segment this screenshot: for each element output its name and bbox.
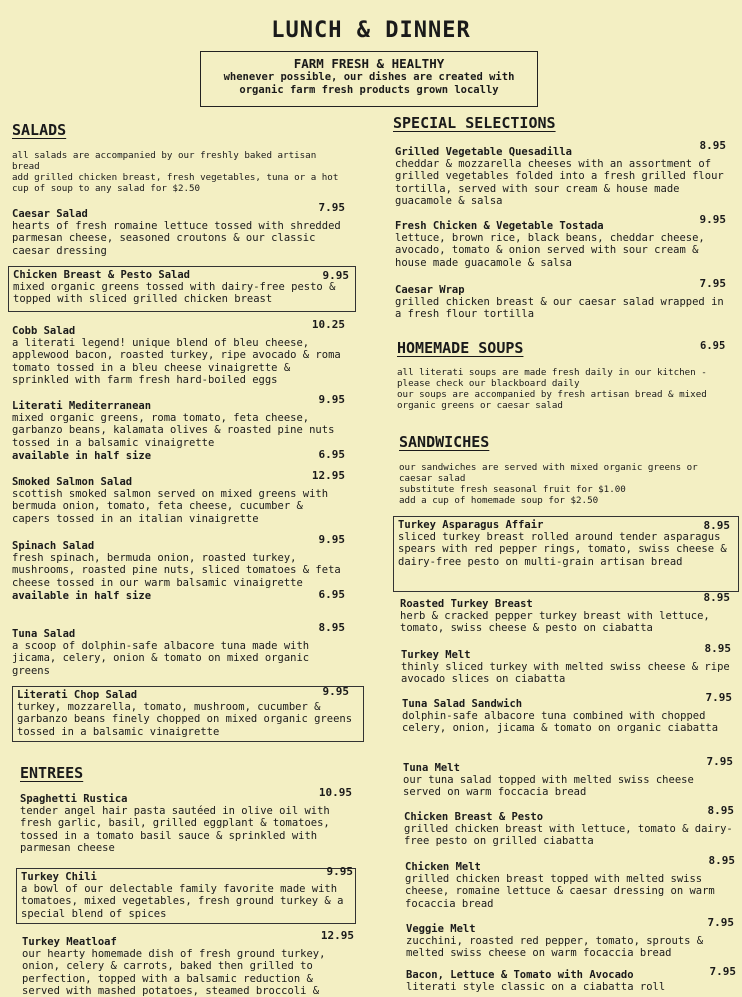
item-desc: dolphin-safe albacore tuna combined with chopped celery, onion, jicama & tomato on organic ciabatta [402,710,719,735]
menu-item-boxed [393,516,739,592]
item-price: 12.95 [311,469,345,482]
item-price: 8.95 [699,139,726,152]
menu-item [402,691,734,735]
item-name: Veggie Melt [406,923,476,935]
menu-item [404,804,736,848]
menu-item-boxed [12,686,364,742]
menu-item [12,393,347,463]
intro-box [200,51,538,107]
item-price: 12.95 [320,929,354,942]
item-price: 9.95 [326,865,353,878]
item-name: Spaghetti Rustica [20,793,128,805]
item-price: 8.95 [704,642,731,655]
item-name: Turkey Meatloaf [22,936,117,948]
menu-item-boxed [16,865,356,924]
item-name: Tuna Salad [12,628,76,640]
item-price: 9.95 [322,685,349,698]
sandwiches-note: our sandwiches are served with mixed organic greens or caesar salad [399,462,698,484]
item-desc: scottish smoked salmon served on mixed greens with bermuda onion, tomato, feta cheese, cucumber & capers tossed in an italian vinaigrette [12,488,329,525]
intro-line-2: organic farm fresh products grown locally [239,84,499,96]
item-name: Chicken Melt [405,861,481,873]
salads-title: SALADS [12,121,67,139]
item-name: Caesar Salad [12,208,88,220]
item-price: 7.95 [318,201,345,214]
menu-item [405,854,737,910]
item-desc: lettuce, brown rice, black beans, cheddar cheese, avocado, tomato & onion served with sour cream & house made guacamole & salsa [395,232,705,269]
item-desc: a literati legend! unique blend of bleu cheese, applewood bacon, roasted turkey, ripe avocado & roma tomato tossed in a bleu cheese vinaigrette & sprinkled with farm fresh hard-boiled eggs [12,337,341,386]
item-price: 8.95 [318,621,345,634]
menu-item [20,786,352,854]
half-size-note: available in half size [12,589,152,602]
menu-item [403,755,735,799]
item-name: Spinach Salad [12,540,95,552]
item-desc: grilled chicken breast & our caesar salad wrapped in a fresh flour tortilla [395,296,724,321]
item-name: Fresh Chicken & Vegetable Tostada [395,220,604,232]
soups-note: all literati soups are made fresh daily in our kitchen - please check our blackboard daily [397,367,707,389]
item-desc: sliced turkey breast rolled around tender asparagus spears with red pepper rings, tomato, swiss cheese & dairy-free pesto on multi-grain artisan bread [398,531,727,568]
item-name: Chicken Breast & Pesto Salad [13,269,191,281]
menu-item [12,469,347,525]
special-title: SPECIAL SELECTIONS [393,114,556,132]
item-desc: herb & cracked pepper turkey breast with lettuce, tomato, swiss cheese & pesto on ciabatta [400,610,710,635]
item-name: Cobb Salad [12,325,76,337]
menu-item [395,213,728,269]
item-desc: mixed organic greens tossed with dairy-free pesto & topped with sliced grilled chicken breast [13,281,336,306]
salads-note: all salads are accompanied by our freshly baked artisan bread [12,150,317,172]
item-desc: hearts of fresh romaine lettuce tossed with shredded parmesan cheese, seasoned croutons & our classic caesar dressing [12,220,341,257]
item-name: Grilled Vegetable Quesadilla [395,146,573,158]
item-price: 7.95 [705,691,732,704]
item-desc: fresh spinach, bermuda onion, roasted turkey, mushrooms, roasted pine nuts, sliced tomatoes & feta cheese tossed in our warm balsamic vinaigrette [12,552,341,589]
half-size-note: available in half size [12,449,152,462]
item-desc: mixed organic greens, roma tomato, feta cheese, garbanzo beans, kalamata olives & roasted pine nuts tossed in a balsamic vinaigrette [12,412,335,449]
item-price: 9.95 [318,533,345,546]
item-price: 7.95 [707,916,734,929]
item-price: 10.95 [318,786,352,799]
item-name: Roasted Turkey Breast [400,598,533,610]
menu-item-boxed [8,266,356,312]
sandwiches-title: SANDWICHES [399,433,490,451]
item-price: 7.95 [699,277,726,290]
item-name: Bacon, Lettuce & Tomato with Avocado [406,969,634,981]
half-size-price: 6.95 [318,447,345,461]
item-price: 7.95 [709,965,736,978]
item-price: 10.25 [311,318,345,331]
soups-title: HOMEMADE SOUPS [397,339,524,357]
item-name: Chicken Breast & Pesto [404,811,544,823]
item-desc: a bowl of our delectable family favorite made with tomatoes, mixed vegetables, fresh ground turkey & a special blend of spices [21,883,344,920]
half-size-price: 6.95 [318,587,345,601]
item-desc: a scoop of dolphin-safe albacore tuna made with jicama, celery, onion & tomato on mixed organic greens [12,640,310,677]
menu-item [12,621,347,677]
item-price: 9.95 [322,269,349,282]
item-desc: grilled chicken breast with lettuce, tomato & dairy-free pesto on grilled ciabatta [404,823,733,848]
sandwiches-note: add a cup of homemade soup for $2.50 [399,495,599,506]
menu-item [12,318,347,386]
item-name: Turkey Melt [401,649,471,661]
menu-item [395,139,728,207]
item-price: 8.95 [703,591,730,604]
item-price: 9.95 [699,213,726,226]
sandwiches-note: substitute fresh seasonal fruit for $1.00 [399,484,626,495]
item-desc: grilled chicken breast topped with melted swiss cheese, romaine lettuce & caesar dressing on warm focaccia bread [405,873,715,910]
item-price: 7.95 [706,755,733,768]
entrees-title: ENTREES [20,764,84,782]
menu-item [12,201,347,257]
item-name: Literati Mediterranean [12,400,152,412]
item-desc: cheddar & mozzarella cheeses with an assortment of grilled vegetables folded into a fresh grilled flour tortilla, served with sour cream & house made guacamole & salsa [395,158,724,207]
item-desc: tender angel hair pasta sautéed in olive oil with fresh garlic, basil, grilled eggplant & tomatoes, tossed in a tomato basil sauce & sprinkled with parmesan cheese [20,805,330,854]
item-desc: turkey, mozzarella, tomato, mushroom, cucumber & garbanzo beans finely chopped on mixed organic greens tossed in a balsamic vinaigrette [17,701,353,738]
menu-item [395,277,728,321]
page-title: LUNCH & DINNER [271,18,471,43]
salads-note: add grilled chicken breast, fresh vegetables, tuna or a hot cup of soup to any salad for $2.50 [12,172,339,194]
soups-note: our soups are accompanied by fresh artisan bread & mixed organic greens or caesar salad [397,389,707,411]
menu-item [22,929,354,997]
item-name: Turkey Chili [21,871,97,883]
item-desc: thinly sliced turkey with melted swiss cheese & ripe avocado slices on ciabatta [401,661,730,686]
item-name: Turkey Asparagus Affair [398,519,544,531]
item-price: 8.95 [707,804,734,817]
item-name: Tuna Salad Sandwich [402,698,523,710]
intro-heading: FARM FRESH & HEALTHY [293,56,445,71]
item-desc: literati style classic on a ciabatta roll [406,981,666,993]
intro-line-1: whenever possible, our dishes are created with [223,71,515,83]
item-price: 9.95 [318,393,345,406]
soups-price: 6.95 [700,340,726,352]
item-desc: our tuna salad topped with melted swiss cheese served on warm foccacia bread [403,774,694,799]
item-price: 8.95 [703,519,730,532]
item-name: Smoked Salmon Salad [12,476,133,488]
item-price: 8.95 [708,854,735,867]
menu-item [406,916,736,960]
item-desc: zucchini, roasted red pepper, tomato, sprouts & melted swiss cheese on warm focaccia bread [406,935,704,960]
menu-item [400,591,732,635]
item-name: Tuna Melt [403,762,460,774]
menu-item [12,533,347,603]
item-name: Caesar Wrap [395,284,465,296]
menu-item [401,642,733,686]
item-name: Literati Chop Salad [17,689,138,701]
item-desc: our hearty homemade dish of fresh ground turkey, onion, celery & carrots, baked then grilled to perfection, topped with a balsamic reduction & served with mashed potatoes, steamed broccoli & [22,948,326,997]
menu-item [406,965,736,993]
